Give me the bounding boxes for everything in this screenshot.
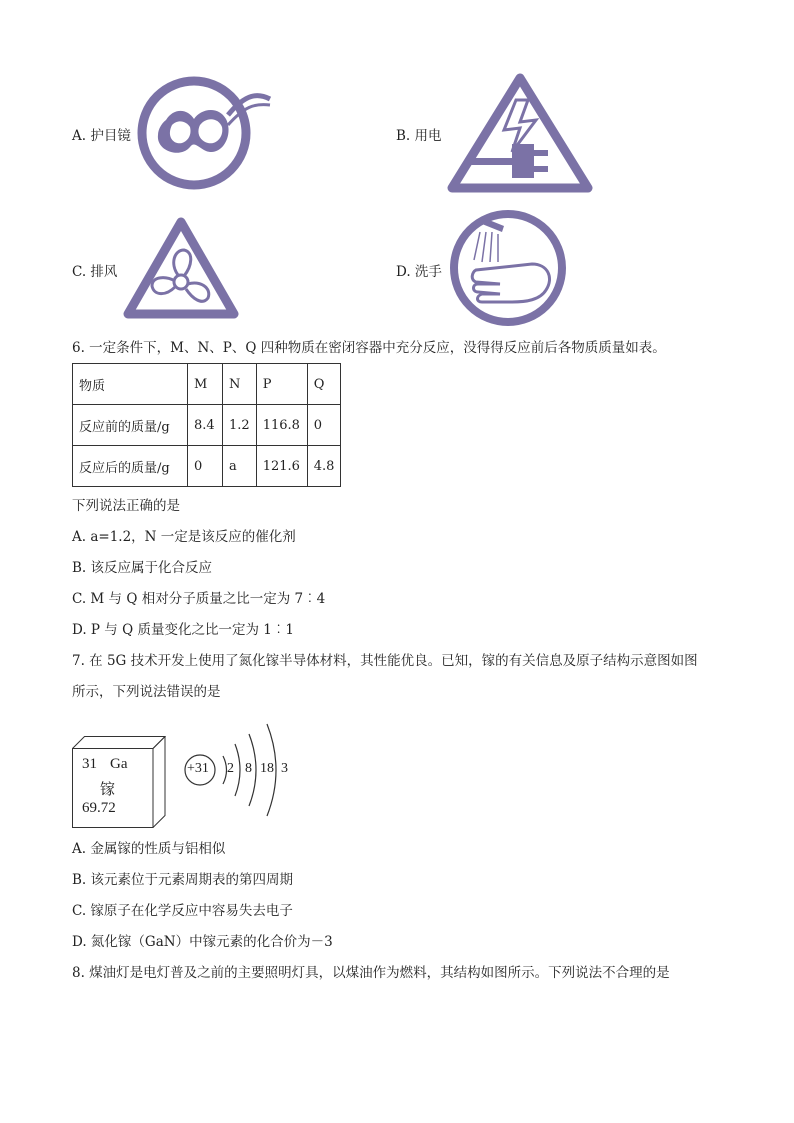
q7-option-a: A. 金属镓的性质与铝相似 <box>72 841 226 857</box>
table-cell: 反应前的质量/g <box>73 405 188 446</box>
shell-electrons: 3 <box>281 761 288 776</box>
table-cell: 4.8 <box>307 446 341 487</box>
q6-option-c: C. M 与 Q 相对分子质量之比一定为 7︰4 <box>72 591 326 607</box>
nucleus-charge: +31 <box>187 761 209 776</box>
table-row <box>73 446 341 487</box>
table-cell: 121.6 <box>256 446 307 487</box>
shell-electrons: 8 <box>245 761 252 776</box>
option-d-label: D. 洗手 <box>396 264 442 280</box>
table-header-cell: P <box>256 364 307 405</box>
hand-wash-icon <box>446 208 570 328</box>
table-cell: 0 <box>307 405 341 446</box>
table-cell: 0 <box>188 446 223 487</box>
electricity-icon <box>446 72 594 196</box>
q7-stem-line1: 7. 在 5G 技术开发上使用了氮化镓半导体材料，其性能优良。已知，镓的有关信息及原子结构示意图如图 <box>72 653 698 669</box>
table-cell: a <box>223 446 257 487</box>
q6-prompt: 下列说法正确的是 <box>72 498 180 514</box>
shell-electrons: 2 <box>227 761 234 776</box>
table-header-cell: M <box>188 364 223 405</box>
option-a-label: A. 护目镜 <box>72 128 131 144</box>
q8-stem: 8. 煤油灯是电灯普及之前的主要照明灯具，以煤油作为燃料，其结构如图所示。下列说法不合理的是 <box>72 965 670 981</box>
table-cell: 反应后的质量/g <box>73 446 188 487</box>
option-b-label: B. 用电 <box>396 128 442 144</box>
element-name: 镓 <box>100 782 116 798</box>
q7-option-b: B. 该元素位于元素周期表的第四周期 <box>72 872 294 888</box>
q6-option-b: B. 该反应属于化合反应 <box>72 560 213 576</box>
table-row <box>73 364 341 405</box>
q6-option-a: A. a=1.2，N 一定是该反应的催化剂 <box>72 529 296 545</box>
shell-electrons: 18 <box>260 761 274 776</box>
q7-stem-line2: 所示，下列说法错误的是 <box>72 684 221 700</box>
table-header-cell: 物质 <box>73 364 188 405</box>
table-row <box>73 405 341 446</box>
q7-option-d: D. 氮化镓（GaN）中镓元素的化合价为－3 <box>72 934 333 950</box>
q6-option-d: D. P 与 Q 质量变化之比一定为 1︰1 <box>72 622 294 638</box>
table-header-cell: Q <box>307 364 341 405</box>
q7-option-c: C. 镓原子在化学反应中容易失去电子 <box>72 903 293 919</box>
q6-stem: 6. 一定条件下，M、N、P、Q 四种物质在密闭容器中充分反应，没得得反应前后各物质质量如表。 <box>72 340 666 356</box>
option-c-label: C. 排风 <box>72 264 118 280</box>
table-cell: 116.8 <box>256 405 307 446</box>
element-mass: 69.72 <box>82 800 116 816</box>
element-symbol: Ga <box>110 756 128 772</box>
element-number: 31 <box>82 756 97 772</box>
table-header-cell: N <box>223 364 257 405</box>
table-cell: 1.2 <box>223 405 257 446</box>
q6-table <box>72 363 341 487</box>
table-cell: 8.4 <box>188 405 223 446</box>
goggles-icon <box>136 75 276 191</box>
ventilation-fan-icon <box>122 216 240 322</box>
